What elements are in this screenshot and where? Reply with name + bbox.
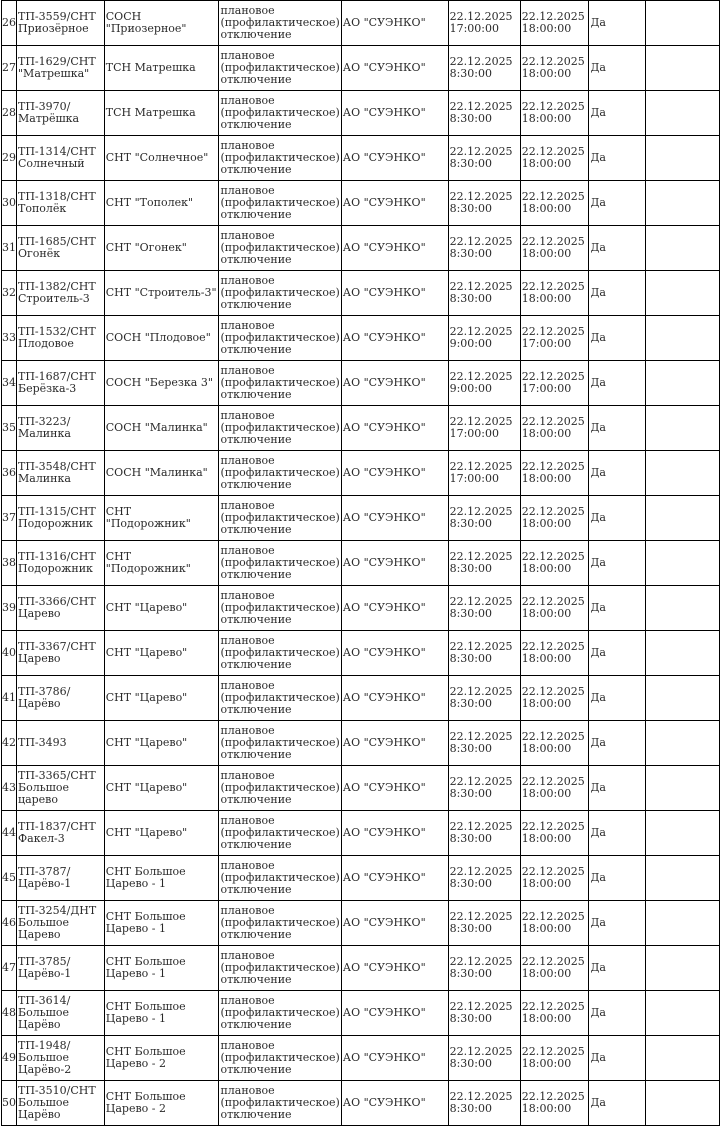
substation-cell: ТП-3493: [17, 721, 105, 766]
empty-cell: [645, 541, 719, 586]
end-time-cell: 22.12.2025 17:00:00: [520, 361, 589, 406]
row-number: 42: [2, 721, 17, 766]
empty-cell: [645, 316, 719, 361]
end-time-cell: 22.12.2025 18:00:00: [520, 901, 589, 946]
row-number: 47: [2, 946, 17, 991]
outage-type-cell: плановое (профилактическое) отключение: [219, 766, 341, 811]
row-number: 35: [2, 406, 17, 451]
start-time-cell: 22.12.2025 17:00:00: [448, 451, 520, 496]
outage-type-cell: плановое (профилактическое) отключение: [219, 676, 341, 721]
substation-cell: ТП-3254/ДНТ Большое Царево: [17, 901, 105, 946]
end-time-cell: 22.12.2025 18:00:00: [520, 496, 589, 541]
organization-cell: СНТ Большое Царево - 1: [104, 901, 219, 946]
outage-table-body: [2, 1, 720, 1126]
empty-cell: [645, 1036, 719, 1081]
start-time-cell: 22.12.2025 9:00:00: [448, 316, 520, 361]
end-time-cell: 22.12.2025 18:00:00: [520, 856, 589, 901]
grid-company-cell: АО "СУЭНКО": [341, 901, 448, 946]
table-row: [2, 991, 720, 1036]
confirmation-cell: Да: [589, 856, 645, 901]
end-time-cell: 22.12.2025 18:00:00: [520, 226, 589, 271]
outage-type-cell: плановое (профилактическое) отключение: [219, 901, 341, 946]
empty-cell: [645, 946, 719, 991]
substation-cell: ТП-1314/СНТ Солнечный: [17, 136, 105, 181]
grid-company-cell: АО "СУЭНКО": [341, 676, 448, 721]
outage-type-cell: плановое (профилактическое) отключение: [219, 586, 341, 631]
empty-cell: [645, 361, 719, 406]
row-number: 37: [2, 496, 17, 541]
confirmation-cell: Да: [589, 721, 645, 766]
confirmation-cell: Да: [589, 46, 645, 91]
organization-cell: СОСН "Березка 3": [104, 361, 219, 406]
grid-company-cell: АО "СУЭНКО": [341, 46, 448, 91]
outage-type-cell: плановое (профилактическое) отключение: [219, 181, 341, 226]
confirmation-cell: Да: [589, 676, 645, 721]
outage-type-cell: плановое (профилактическое) отключение: [219, 226, 341, 271]
outage-type-cell: плановое (профилактическое) отключение: [219, 316, 341, 361]
outage-type-cell: плановое (профилактическое) отключение: [219, 541, 341, 586]
start-time-cell: 22.12.2025 8:30:00: [448, 91, 520, 136]
substation-cell: ТП-1948/ Большое Царёво-2: [17, 1036, 105, 1081]
outage-type-cell: плановое (профилактическое) отключение: [219, 811, 341, 856]
substation-cell: ТП-3366/СНТ Царево: [17, 586, 105, 631]
row-number: 34: [2, 361, 17, 406]
end-time-cell: 22.12.2025 17:00:00: [520, 316, 589, 361]
organization-cell: СНТ "Царево": [104, 586, 219, 631]
table-row: [2, 856, 720, 901]
row-number: 50: [2, 1081, 17, 1126]
grid-company-cell: АО "СУЭНКО": [341, 766, 448, 811]
row-number: 45: [2, 856, 17, 901]
grid-company-cell: АО "СУЭНКО": [341, 631, 448, 676]
grid-company-cell: АО "СУЭНКО": [341, 1036, 448, 1081]
confirmation-cell: Да: [589, 946, 645, 991]
row-number: 38: [2, 541, 17, 586]
outage-type-cell: плановое (профилактическое) отключение: [219, 721, 341, 766]
row-number: 36: [2, 451, 17, 496]
empty-cell: [645, 406, 719, 451]
row-number: 26: [2, 1, 17, 46]
start-time-cell: 22.12.2025 17:00:00: [448, 406, 520, 451]
end-time-cell: 22.12.2025 18:00:00: [520, 811, 589, 856]
empty-cell: [645, 766, 719, 811]
end-time-cell: 22.12.2025 18:00:00: [520, 91, 589, 136]
table-row: [2, 1036, 720, 1081]
row-number: 43: [2, 766, 17, 811]
outage-type-cell: плановое (профилактическое) отключение: [219, 496, 341, 541]
row-number: 48: [2, 991, 17, 1036]
outage-type-cell: плановое (профилактическое) отключение: [219, 1, 341, 46]
row-number: 30: [2, 181, 17, 226]
organization-cell: СОСН "Малинка": [104, 406, 219, 451]
grid-company-cell: АО "СУЭНКО": [341, 451, 448, 496]
start-time-cell: 22.12.2025 8:30:00: [448, 541, 520, 586]
empty-cell: [645, 631, 719, 676]
confirmation-cell: Да: [589, 136, 645, 181]
table-row: [2, 541, 720, 586]
row-number: 40: [2, 631, 17, 676]
organization-cell: СНТ "Подорожник": [104, 541, 219, 586]
organization-cell: СНТ Большое Царево - 1: [104, 856, 219, 901]
start-time-cell: 22.12.2025 8:30:00: [448, 766, 520, 811]
table-row: [2, 406, 720, 451]
row-number: 32: [2, 271, 17, 316]
empty-cell: [645, 226, 719, 271]
end-time-cell: 22.12.2025 18:00:00: [520, 946, 589, 991]
empty-cell: [645, 676, 719, 721]
confirmation-cell: Да: [589, 1081, 645, 1126]
organization-cell: ТСН Матрешка: [104, 91, 219, 136]
empty-cell: [645, 181, 719, 226]
organization-cell: СНТ "Царево": [104, 631, 219, 676]
row-number: 46: [2, 901, 17, 946]
row-number: 33: [2, 316, 17, 361]
organization-cell: СОСН "Приозерное": [104, 1, 219, 46]
table-row: [2, 361, 720, 406]
organization-cell: СНТ Большое Царево - 1: [104, 946, 219, 991]
end-time-cell: 22.12.2025 18:00:00: [520, 541, 589, 586]
substation-cell: ТП-1685/СНТ Огонёк: [17, 226, 105, 271]
empty-cell: [645, 721, 719, 766]
organization-cell: СНТ "Солнечное": [104, 136, 219, 181]
empty-cell: [645, 811, 719, 856]
confirmation-cell: Да: [589, 901, 645, 946]
start-time-cell: 22.12.2025 8:30:00: [448, 901, 520, 946]
row-number: 49: [2, 1036, 17, 1081]
substation-cell: ТП-3367/СНТ Царево: [17, 631, 105, 676]
confirmation-cell: Да: [589, 316, 645, 361]
row-number: 44: [2, 811, 17, 856]
substation-cell: ТП-3787/ Царёво-1: [17, 856, 105, 901]
empty-cell: [645, 1, 719, 46]
grid-company-cell: АО "СУЭНКО": [341, 586, 448, 631]
end-time-cell: 22.12.2025 18:00:00: [520, 1036, 589, 1081]
end-time-cell: 22.12.2025 18:00:00: [520, 46, 589, 91]
confirmation-cell: Да: [589, 496, 645, 541]
organization-cell: СОСН "Малинка": [104, 451, 219, 496]
substation-cell: ТП-1837/СНТ Факел-3: [17, 811, 105, 856]
confirmation-cell: Да: [589, 631, 645, 676]
outage-type-cell: плановое (профилактическое) отключение: [219, 361, 341, 406]
start-time-cell: 22.12.2025 8:30:00: [448, 226, 520, 271]
outage-type-cell: плановое (профилактическое) отключение: [219, 406, 341, 451]
start-time-cell: 22.12.2025 8:30:00: [448, 721, 520, 766]
table-row: [2, 181, 720, 226]
confirmation-cell: Да: [589, 1036, 645, 1081]
table-row: [2, 46, 720, 91]
table-row: [2, 316, 720, 361]
outage-type-cell: плановое (профилактическое) отключение: [219, 946, 341, 991]
confirmation-cell: Да: [589, 586, 645, 631]
substation-cell: ТП-1315/СНТ Подорожник: [17, 496, 105, 541]
organization-cell: ТСН Матрешка: [104, 46, 219, 91]
end-time-cell: 22.12.2025 18:00:00: [520, 271, 589, 316]
substation-cell: ТП-3786/ Царёво: [17, 676, 105, 721]
empty-cell: [645, 901, 719, 946]
confirmation-cell: Да: [589, 1, 645, 46]
end-time-cell: 22.12.2025 18:00:00: [520, 1081, 589, 1126]
empty-cell: [645, 136, 719, 181]
empty-cell: [645, 91, 719, 136]
start-time-cell: 22.12.2025 8:30:00: [448, 946, 520, 991]
confirmation-cell: Да: [589, 991, 645, 1036]
confirmation-cell: Да: [589, 181, 645, 226]
end-time-cell: 22.12.2025 18:00:00: [520, 991, 589, 1036]
table-row: [2, 946, 720, 991]
grid-company-cell: АО "СУЭНКО": [341, 136, 448, 181]
start-time-cell: 22.12.2025 8:30:00: [448, 1081, 520, 1126]
substation-cell: ТП-3614/ Большое Царёво: [17, 991, 105, 1036]
organization-cell: СНТ "Царево": [104, 811, 219, 856]
grid-company-cell: АО "СУЭНКО": [341, 316, 448, 361]
empty-cell: [645, 46, 719, 91]
empty-cell: [645, 586, 719, 631]
table-row: [2, 496, 720, 541]
empty-cell: [645, 496, 719, 541]
end-time-cell: 22.12.2025 18:00:00: [520, 766, 589, 811]
outage-type-cell: плановое (профилактическое) отключение: [219, 271, 341, 316]
grid-company-cell: АО "СУЭНКО": [341, 361, 448, 406]
outage-type-cell: плановое (профилактическое) отключение: [219, 631, 341, 676]
start-time-cell: 22.12.2025 9:00:00: [448, 361, 520, 406]
table-row: [2, 811, 720, 856]
table-row: [2, 901, 720, 946]
substation-cell: ТП-3510/СНТ Большое Царёво: [17, 1081, 105, 1126]
start-time-cell: 22.12.2025 8:30:00: [448, 46, 520, 91]
table-row: [2, 1081, 720, 1126]
outage-type-cell: плановое (профилактическое) отключение: [219, 451, 341, 496]
table-row: [2, 226, 720, 271]
start-time-cell: 22.12.2025 17:00:00: [448, 1, 520, 46]
end-time-cell: 22.12.2025 18:00:00: [520, 586, 589, 631]
organization-cell: СНТ Большое Царево - 2: [104, 1036, 219, 1081]
start-time-cell: 22.12.2025 8:30:00: [448, 181, 520, 226]
table-row: [2, 91, 720, 136]
table-row: [2, 676, 720, 721]
organization-cell: СНТ "Царево": [104, 766, 219, 811]
end-time-cell: 22.12.2025 18:00:00: [520, 1, 589, 46]
confirmation-cell: Да: [589, 91, 645, 136]
start-time-cell: 22.12.2025 8:30:00: [448, 856, 520, 901]
substation-cell: ТП-3559/СНТ Приозёрное: [17, 1, 105, 46]
start-time-cell: 22.12.2025 8:30:00: [448, 811, 520, 856]
grid-company-cell: АО "СУЭНКО": [341, 91, 448, 136]
row-number: 31: [2, 226, 17, 271]
grid-company-cell: АО "СУЭНКО": [341, 496, 448, 541]
substation-cell: ТП-1318/СНТ Тополёк: [17, 181, 105, 226]
confirmation-cell: Да: [589, 271, 645, 316]
substation-cell: ТП-3548/СНТ Малинка: [17, 451, 105, 496]
empty-cell: [645, 1081, 719, 1126]
outage-type-cell: плановое (профилактическое) отключение: [219, 46, 341, 91]
confirmation-cell: Да: [589, 361, 645, 406]
confirmation-cell: Да: [589, 226, 645, 271]
end-time-cell: 22.12.2025 18:00:00: [520, 181, 589, 226]
confirmation-cell: Да: [589, 811, 645, 856]
organization-cell: СНТ "Строитель-3": [104, 271, 219, 316]
start-time-cell: 22.12.2025 8:30:00: [448, 271, 520, 316]
grid-company-cell: АО "СУЭНКО": [341, 856, 448, 901]
grid-company-cell: АО "СУЭНКО": [341, 181, 448, 226]
start-time-cell: 22.12.2025 8:30:00: [448, 631, 520, 676]
empty-cell: [645, 271, 719, 316]
grid-company-cell: АО "СУЭНКО": [341, 1081, 448, 1126]
substation-cell: ТП-3785/ Царёво-1: [17, 946, 105, 991]
substation-cell: ТП-3223/ Малинка: [17, 406, 105, 451]
table-row: [2, 586, 720, 631]
grid-company-cell: АО "СУЭНКО": [341, 406, 448, 451]
grid-company-cell: АО "СУЭНКО": [341, 946, 448, 991]
row-number: 28: [2, 91, 17, 136]
substation-cell: ТП-1316/СНТ Подорожник: [17, 541, 105, 586]
table-row: [2, 766, 720, 811]
row-number: 27: [2, 46, 17, 91]
start-time-cell: 22.12.2025 8:30:00: [448, 496, 520, 541]
substation-cell: ТП-1687/СНТ Берёзка-3: [17, 361, 105, 406]
organization-cell: СНТ "Огонек": [104, 226, 219, 271]
end-time-cell: 22.12.2025 18:00:00: [520, 406, 589, 451]
empty-cell: [645, 451, 719, 496]
organization-cell: СНТ Большое Царево - 1: [104, 991, 219, 1036]
start-time-cell: 22.12.2025 8:30:00: [448, 676, 520, 721]
substation-cell: ТП-1382/СНТ Строитель-3: [17, 271, 105, 316]
empty-cell: [645, 991, 719, 1036]
table-row: [2, 136, 720, 181]
outage-type-cell: плановое (профилактическое) отключение: [219, 136, 341, 181]
confirmation-cell: Да: [589, 406, 645, 451]
organization-cell: СНТ Большое Царево - 2: [104, 1081, 219, 1126]
organization-cell: СНТ "Царево": [104, 721, 219, 766]
row-number: 39: [2, 586, 17, 631]
grid-company-cell: АО "СУЭНКО": [341, 271, 448, 316]
organization-cell: СОСН "Плодовое": [104, 316, 219, 361]
confirmation-cell: Да: [589, 541, 645, 586]
substation-cell: ТП-1532/СНТ Плодовое: [17, 316, 105, 361]
grid-company-cell: АО "СУЭНКО": [341, 226, 448, 271]
end-time-cell: 22.12.2025 18:00:00: [520, 721, 589, 766]
empty-cell: [645, 856, 719, 901]
substation-cell: ТП-3365/СНТ Большое царево: [17, 766, 105, 811]
confirmation-cell: Да: [589, 451, 645, 496]
end-time-cell: 22.12.2025 18:00:00: [520, 631, 589, 676]
end-time-cell: 22.12.2025 18:00:00: [520, 676, 589, 721]
outage-type-cell: плановое (профилактическое) отключение: [219, 91, 341, 136]
outage-type-cell: плановое (профилактическое) отключение: [219, 991, 341, 1036]
outage-type-cell: плановое (профилактическое) отключение: [219, 856, 341, 901]
end-time-cell: 22.12.2025 18:00:00: [520, 136, 589, 181]
confirmation-cell: Да: [589, 766, 645, 811]
grid-company-cell: АО "СУЭНКО": [341, 991, 448, 1036]
grid-company-cell: АО "СУЭНКО": [341, 541, 448, 586]
grid-company-cell: АО "СУЭНКО": [341, 1, 448, 46]
start-time-cell: 22.12.2025 8:30:00: [448, 586, 520, 631]
table-row: [2, 721, 720, 766]
table-row: [2, 631, 720, 676]
row-number: 29: [2, 136, 17, 181]
organization-cell: СНТ "Тополек": [104, 181, 219, 226]
outage-table: [1, 0, 720, 1126]
outage-type-cell: плановое (профилактическое) отключение: [219, 1081, 341, 1126]
outage-type-cell: плановое (профилактическое) отключение: [219, 1036, 341, 1081]
table-row: [2, 271, 720, 316]
start-time-cell: 22.12.2025 8:30:00: [448, 991, 520, 1036]
organization-cell: СНТ "Подорожник": [104, 496, 219, 541]
grid-company-cell: АО "СУЭНКО": [341, 721, 448, 766]
start-time-cell: 22.12.2025 8:30:00: [448, 1036, 520, 1081]
substation-cell: ТП-3970/ Матрёшка: [17, 91, 105, 136]
start-time-cell: 22.12.2025 8:30:00: [448, 136, 520, 181]
substation-cell: ТП-1629/СНТ "Матрешка": [17, 46, 105, 91]
organization-cell: СНТ "Царево": [104, 676, 219, 721]
row-number: 41: [2, 676, 17, 721]
grid-company-cell: АО "СУЭНКО": [341, 811, 448, 856]
table-row: [2, 451, 720, 496]
end-time-cell: 22.12.2025 18:00:00: [520, 451, 589, 496]
table-row: [2, 1, 720, 46]
